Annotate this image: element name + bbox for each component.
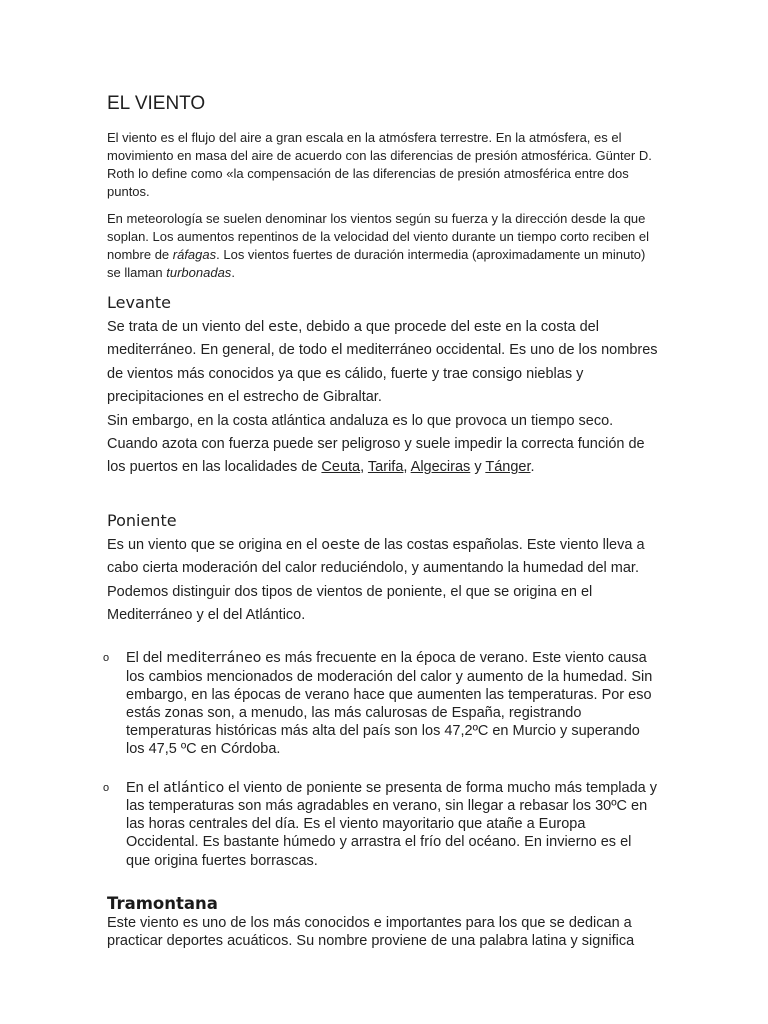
levante-text-a: Se trata de un viento del bbox=[107, 319, 269, 335]
bullet-1-text-b: es más frecuente en la época de verano. Este viento causa los cambios mencionados de moderación del calor y aumento de la humedad. Sin embargo, en las épocas de verano hace que aumenten las temperaturas. Por eso estás zonas son, a menudo, las más calurosas de España, registrando temperaturas históricas más alta del país son los 47,2ºC en Murcio y superando los 47,5 ºC en Córdoba. bbox=[126, 650, 653, 758]
bullet-1-term: mediterráneo bbox=[166, 650, 262, 667]
poniente-oeste-term: oeste bbox=[321, 536, 360, 553]
link-tarifa[interactable]: Tarifa bbox=[367, 459, 404, 476]
link-ceuta[interactable]: Ceuta bbox=[321, 459, 361, 476]
levante-este-term: este bbox=[268, 319, 299, 335]
turbonadas-term: turbonadas bbox=[166, 265, 232, 280]
poniente-text-b: de las costas españolas. Este viento lleva a cabo cierta moderación del calor reduciéndolo, y aumentando la humedad del mar. Podemos distinguir dos tipos de vientos de poniente, el que se origina en el Mediterráneo y el del Atlántico. bbox=[107, 536, 645, 624]
intro-paragraph-1: El viento es el flujo del aire a gran escala en la atmósfera terrestre. En la atmósfera, es el movimiento en masa del aire de acuerdo con las diferencias de presión atmosférica. Günter D. Roth lo define como «la compensación de las diferencias de presión atmosférica entre dos puntos. bbox=[107, 130, 652, 199]
list-item bbox=[103, 779, 659, 870]
bullet-marker: o bbox=[103, 652, 110, 665]
bullet-2-text-b: el viento de poniente se presenta de forma mucho más templada y las temperaturas son más agradables en verano, sin llegar a rebasar los 30ºC en las horas centrales del día. Es el viento mayoritario que atañe a Europa Occidental. Es bastante húmedo y arrastra el frío del océano. En invierno es el que origina fuertes borrascas. bbox=[126, 779, 657, 869]
levante-text-b: , debido a que procede del este en la costa del mediterráneo. En general, de todo el mediterráneo occidental. Es uno de los nombres de vientos más conocidos ya que es cálido, fuerte y trae consigo nieblas y precipitaciones en el estrecho de Gibraltar. bbox=[107, 319, 658, 406]
levante-text-c: Sin embargo, en la costa atlántica andaluza es lo que provoca un tiempo seco. Cuando azota con fuerza puede ser peligroso y suele impedir la correcta función de los puertos en las localidades de bbox=[107, 412, 645, 476]
bullet-2-term: atlántico bbox=[163, 779, 225, 796]
intro-paragraph-2 bbox=[107, 210, 659, 282]
intro-p2-text-b: se suelen denominar los vientos según su fuerza y la dirección desde la que soplan. Los aumentos repentinos de la velocidad del viento durante un tiempo corto reciben el nombre de bbox=[107, 211, 650, 262]
meteorologia-term: meteorología bbox=[126, 211, 203, 226]
heading-tramontana: Tramontana bbox=[107, 893, 218, 913]
page-title: EL VIENTO bbox=[107, 93, 206, 114]
tramontana-paragraph: Este viento es uno de los más conocidos e importantes para los que se dedican a practicar deportes acuáticos. Su nombre proviene de una palabra latina y significa bbox=[107, 914, 635, 949]
levante-sep-3: y bbox=[470, 459, 486, 476]
bullet-2-text-a: En el bbox=[126, 779, 164, 796]
intro-p2-text-c: . Los vientos fuertes de duración intermedia (aproximadamente un minuto) se llaman bbox=[107, 247, 646, 280]
document-page bbox=[103, 92, 659, 950]
link-tanger[interactable]: Tánger bbox=[485, 459, 531, 476]
levante-sep-2: , bbox=[403, 459, 411, 476]
levante-end: . bbox=[530, 459, 535, 476]
link-algeciras[interactable]: Algeciras bbox=[410, 459, 471, 476]
poniente-bullet-list bbox=[103, 649, 659, 869]
list-item bbox=[103, 649, 659, 758]
rafagas-term: ráfagas bbox=[172, 247, 217, 262]
heading-poniente: Poniente bbox=[107, 510, 177, 530]
intro-p2-text-a: En bbox=[107, 211, 127, 226]
bullet-marker: o bbox=[103, 781, 110, 794]
levante-sep-1: , bbox=[360, 459, 368, 476]
bullet-1-text-a: El del bbox=[126, 650, 167, 667]
poniente-text-a: Es un viento que se origina en el bbox=[107, 536, 322, 553]
poniente-paragraph bbox=[107, 534, 659, 628]
levante-paragraph bbox=[107, 316, 659, 480]
intro-p2-text-d: . bbox=[231, 265, 235, 280]
heading-levante: Levante bbox=[107, 293, 172, 312]
